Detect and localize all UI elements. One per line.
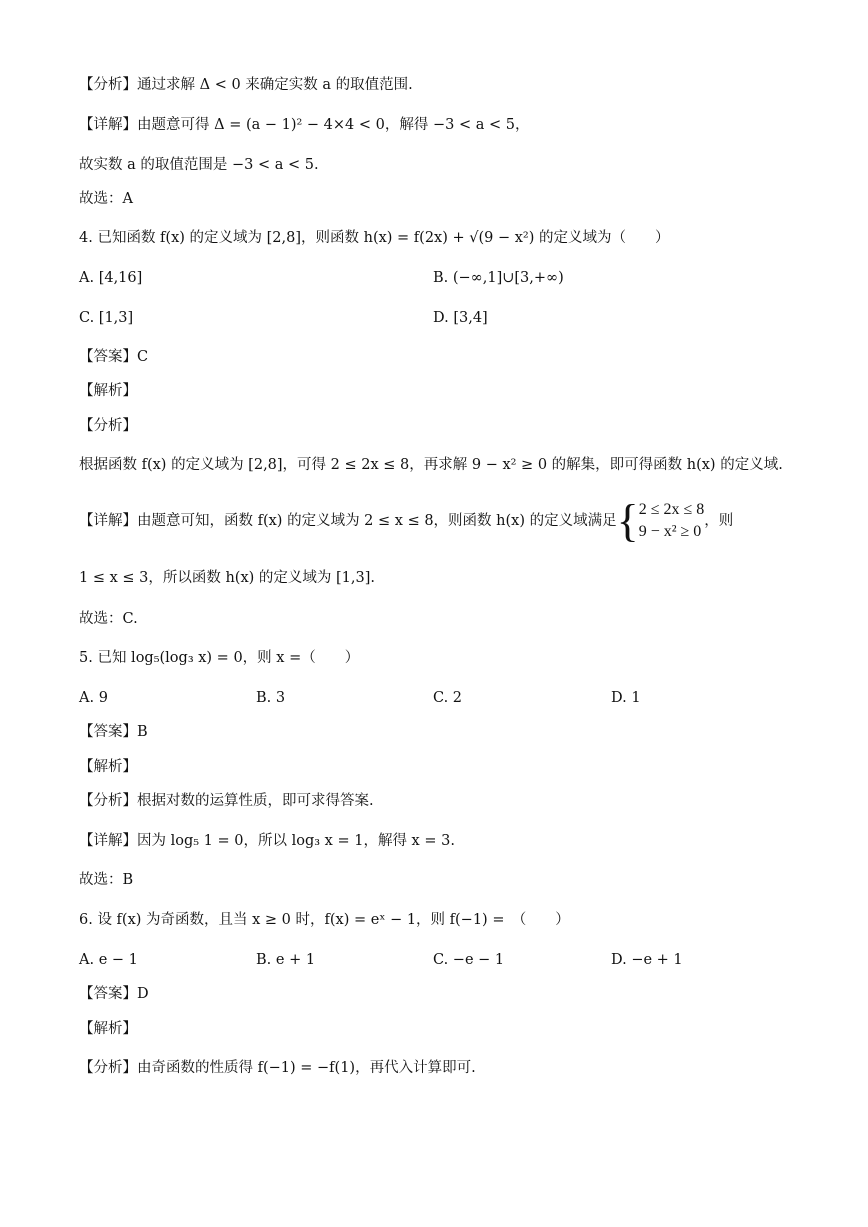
q5-option-d: D. 1 bbox=[611, 690, 641, 706]
q4-detail-tail: ，则 bbox=[704, 513, 734, 529]
q5-choice: 故选：B bbox=[79, 872, 134, 888]
q5-option-a: A. 9 bbox=[79, 690, 108, 706]
conclusion-line: 故实数 a 的取值范围是 −3 < a < 5. bbox=[79, 157, 319, 173]
q4-option-c: C. [1,3] bbox=[79, 310, 134, 326]
q4-analysis-heading: 【分析】 bbox=[79, 418, 137, 434]
q5-option-b: B. 3 bbox=[256, 690, 286, 706]
q4-analysis-text: 根据函数 f(x) 的定义域为 [2,8]，可得 2 ≤ 2x ≤ 8，再求解 9 − x² ≥ 0 的解集，即可得函数 h(x) 的定义域. bbox=[79, 457, 783, 473]
q4-answer: 【答案】C bbox=[79, 349, 149, 365]
system-row-1: 2 ≤ 2x ≤ 8 bbox=[638, 501, 705, 518]
question-5: 5. 已知 log₅(log₃ x) = 0，则 x =（ ） bbox=[79, 650, 360, 666]
q4-detail-line-2: 1 ≤ x ≤ 3，所以函数 h(x) 的定义域为 [1,3]. bbox=[79, 570, 376, 586]
q6-option-b: B. e + 1 bbox=[256, 952, 316, 968]
choice-line: 故选：A bbox=[79, 191, 133, 207]
system-row-2: 9 − x² ≥ 0 bbox=[638, 523, 702, 540]
q5-explanation-heading: 【解析】 bbox=[79, 759, 137, 775]
question-6: 6. 设 f(x) 为奇函数，且当 x ≥ 0 时，f(x) = eˣ − 1，则 f(−1) = （ ） bbox=[79, 912, 570, 928]
q5-analysis: 【分析】根据对数的运算性质，即可求得答案. bbox=[79, 793, 374, 809]
q6-option-a: A. e − 1 bbox=[79, 952, 138, 968]
q5-option-c: C. 2 bbox=[433, 690, 463, 706]
q4-detail-text: 【详解】由题意可知，函数 f(x) 的定义域为 2 ≤ x ≤ 8，则函数 h(x) 的定义域满足 bbox=[79, 513, 617, 529]
q4-option-b: B. (−∞,1]∪[3,+∞) bbox=[433, 270, 564, 286]
equation-system bbox=[616, 495, 705, 546]
brace-icon: { bbox=[616, 495, 639, 546]
question-4: 4. 已知函数 f(x) 的定义域为 [2,8]，则函数 h(x) = f(2x) + √(9 − x²) 的定义域为（ ） bbox=[79, 230, 670, 246]
q5-detail: 【详解】因为 log₅ 1 = 0，所以 log₃ x = 1，解得 x = 3. bbox=[79, 833, 455, 849]
q4-choice: 故选：C. bbox=[79, 611, 138, 627]
q6-analysis: 【分析】由奇函数的性质得 f(−1) = −f(1)，再代入计算即可. bbox=[79, 1060, 476, 1076]
analysis-line: 【分析】通过求解 Δ < 0 来确定实数 a 的取值范围. bbox=[79, 77, 413, 93]
q6-explanation-heading: 【解析】 bbox=[79, 1021, 137, 1037]
q6-option-d: D. −e + 1 bbox=[611, 952, 683, 968]
q4-option-a: A. [4,16] bbox=[79, 270, 143, 286]
detail-line: 【详解】由题意可得 Δ = (a − 1)² − 4×4 < 0，解得 −3 < a < 5， bbox=[79, 117, 530, 133]
q6-option-c: C. −e − 1 bbox=[433, 952, 505, 968]
q5-answer: 【答案】B bbox=[79, 724, 148, 740]
q6-answer: 【答案】D bbox=[79, 986, 149, 1002]
q4-detail-line bbox=[79, 495, 734, 546]
q4-option-d: D. [3,4] bbox=[433, 310, 488, 326]
q4-explanation-heading: 【解析】 bbox=[79, 383, 137, 399]
